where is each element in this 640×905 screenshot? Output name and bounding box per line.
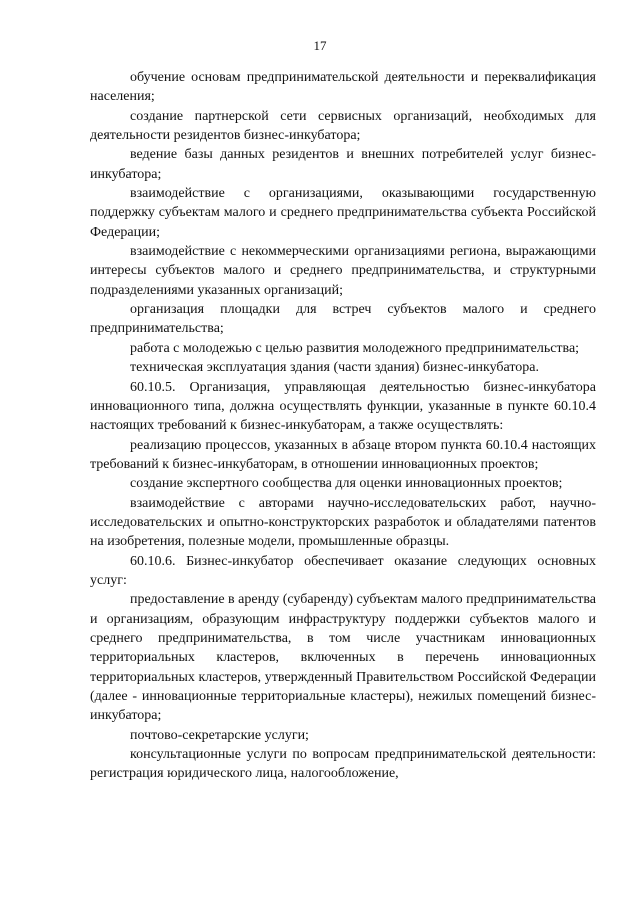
paragraph: организация площадки для встреч субъектов малого и среднего предпринимательства; <box>90 302 596 337</box>
paragraph: консультационные услуги по вопросам предпринимательской деятельности: регистрация юридического лица, налогообложение, <box>90 747 596 782</box>
paragraph: обучение основам предпринимательской деятельности и переквалификация населения; <box>90 70 596 105</box>
paragraph: 60.10.6. Бизнес-инкубатор обеспечивает оказание следующих основных услуг: <box>90 553 596 588</box>
paragraph: предоставление в аренду (субаренду) субъектам малого предпринимательства и организациям, образующим инфраструктуру поддержки субъектов малого и среднего предпринимательства, в том числе участникам инновационных территориальных кластеров, включенных в перечень инновационных территориальных кластеров, утвержденный Правительством Российской Федерации (далее - инновационные территориальные кластеры), нежилых помещений бизнес-инкубатора; <box>90 592 596 724</box>
paragraph: создание партнерской сети сервисных организаций, необходимых для деятельности резидентов бизнес-инкубатора; <box>90 108 596 144</box>
paragraph: создание экспертного сообщества для оценки инновационных проектов; <box>130 476 563 492</box>
paragraph: 60.10.5. Организация, управляющая деятельностью бизнес-инкубатора инновационного типа, должна осуществлять функции, указанные в пункте 60.10.4 настоящих требований к бизнес-инкубаторам, а также осуществлять: <box>90 379 596 434</box>
page-number: 17 <box>313 38 327 53</box>
paragraph: почтово-секретарские услуги; <box>130 727 309 743</box>
paragraph: взаимодействие с организациями, оказывающими государственную поддержку субъектам малого и среднего предпринимательства субъекта Российской Федерации; <box>90 186 596 240</box>
paragraph: работа с молодежью с целью развития молодежного предпринимательства; <box>130 340 580 356</box>
paragraph: реализацию процессов, указанных в абзаце втором пункта 60.10.4 настоящих требований к бизнес-инкубаторам, в отношении инновационных проектов; <box>90 437 596 472</box>
paragraph: техническая эксплуатация здания (части здания) бизнес-инкубатора. <box>130 360 540 376</box>
document-body <box>90 68 596 784</box>
paragraph: взаимодействие с некоммерческими организациями региона, выражающими интересы субъектов малого и среднего предпринимательства, и структурными подразделениями указанных организаций; <box>90 244 596 298</box>
paragraph: ведение базы данных резидентов и внешних потребителей услуг бизнес-инкубатора; <box>90 147 596 182</box>
paragraph: взаимодействие с авторами научно-исследовательских работ, научно-исследовательских и опытно-конструкторских разработок и обладателями патентов на изобретения, полезные модели, промышленные образцы. <box>90 495 596 550</box>
